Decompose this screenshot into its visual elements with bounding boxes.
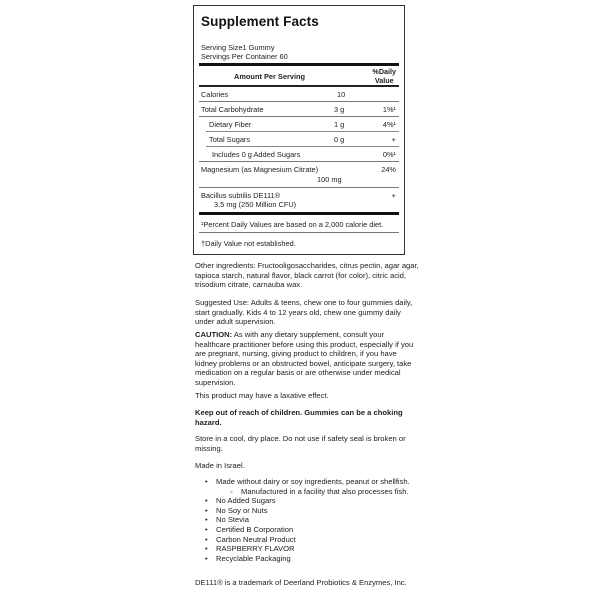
other-ingredients-text: Other ingredients: Fructooligosaccharides, citrus pectin, agar agar, tapioca starch, natural flavor, black carrot (for color), citric acid, trisodium citrate, carnauba wax. [195, 261, 419, 290]
row-magnesium-dv: 24% [381, 165, 396, 174]
sub-list [216, 487, 425, 497]
header-divider [199, 85, 399, 87]
footnote-dagger: †Daily Value not established. [201, 239, 296, 248]
row-carbohydrate-amount: 3 g [334, 105, 345, 114]
row-divider [199, 116, 399, 117]
amount-per-serving-header: Amount Per Serving [234, 72, 306, 81]
suggested-use [195, 298, 420, 327]
row-divider [199, 161, 399, 162]
panel-title: Supplement Facts [201, 14, 319, 29]
list-item: • Recyclable Packaging [205, 554, 425, 564]
row-fiber-name: Dietary Fiber [209, 120, 252, 129]
thick-divider [199, 212, 399, 215]
storage-note [195, 434, 420, 453]
row-fiber-amount: 1 g [334, 120, 345, 129]
row-magnesium-name: Magnesium (as Magnesium Citrate) [201, 165, 319, 174]
footnote-percent-dv: ¹Percent Daily Values are based on a 2,000 calorie diet. [201, 220, 384, 229]
row-magnesium-amount: 100 mg [317, 175, 342, 184]
daily-value-header-line2: Value [374, 76, 394, 85]
footnote-divider [199, 232, 399, 233]
origin-text: Made in Israel. [195, 461, 245, 470]
row-sugars-dv: + [391, 135, 396, 144]
thick-divider [199, 63, 399, 66]
row-calories-name: Calories [201, 90, 229, 99]
row-bacillus-name: Bacillus subtilis DE111® [201, 191, 281, 200]
suggested-use-text: Suggested Use: Adults & teens, chew one to four gummies daily, start gradually. Kids 4 to 12 years old, chew one gummy daily under adult supervision. [195, 298, 413, 327]
row-calories-amount: 10 [337, 90, 346, 99]
keep-out-text: Keep out of reach of children. Gummies can be a choking hazard. [195, 408, 403, 427]
list-item: • Carbon Neutral Product [205, 535, 425, 545]
row-divider [206, 146, 399, 147]
list-item: • RASPBERRY FLAVOR [205, 544, 425, 554]
laxative-text: This product may have a laxative effect. [195, 391, 329, 400]
daily-value-header [372, 67, 396, 85]
row-sugars-name: Total Sugars [209, 135, 251, 144]
keep-out-warning [195, 408, 420, 427]
row-sugars-amount: 0 g [334, 135, 345, 144]
row-divider [206, 131, 399, 132]
trademark-text: DE111® is a trademark of Deerland Probiotics & Enzymes, Inc. [195, 578, 407, 587]
row-added-sugars-dv: 0%¹ [382, 150, 396, 159]
row-bacillus-dv: + [391, 191, 396, 200]
serving-size: Serving Size1 Gummy [201, 43, 275, 52]
caution-block [195, 330, 420, 388]
caution-label: CAUTION: [195, 330, 233, 339]
list-item: • No Stevia [205, 515, 425, 525]
caution-text: As with any dietary supplement, consult your healthcare practitioner before using this product, especially if you are pregnant, nursing, giving product to children, if you have kidney problems or an obstructed bowel, anticipate surgery, take medication on a regular basis or are otherwise under medical supervision. [195, 330, 414, 387]
daily-value-header-line1: %Daily [372, 67, 396, 76]
list-item: ◦ Manufactured in a facility that also processes fish. [230, 487, 425, 497]
other-ingredients [195, 261, 420, 290]
list-item: • No Soy or Nuts [205, 506, 425, 516]
supplement-facts-panel [193, 5, 405, 255]
row-divider [199, 187, 399, 188]
row-fiber-dv: 4%¹ [382, 120, 396, 129]
row-added-sugars-name: Includes 0 g Added Sugars [212, 150, 301, 159]
row-bacillus-amount: 3.5 mg (250 Million CFU) [214, 200, 297, 209]
list-item: • No Added Sugars [205, 496, 425, 506]
list-item: • Made without dairy or soy ingredients, peanut or shellfish. ◦ Manufactured in a facility that also processes fish. [205, 477, 425, 496]
trademark-note [195, 578, 420, 588]
storage-text: Store in a cool, dry place. Do not use if safety seal is broken or missing. [195, 434, 406, 453]
list-item: • Certified B Corporation [205, 525, 425, 535]
row-carbohydrate-dv: 1%¹ [382, 105, 396, 114]
row-carbohydrate-name: Total Carbohydrate [201, 105, 264, 114]
laxative-note [195, 391, 420, 401]
feature-list [205, 477, 425, 563]
servings-per-container: Servings Per Container 60 [201, 52, 288, 61]
row-divider [199, 101, 399, 102]
origin-note [195, 461, 420, 471]
